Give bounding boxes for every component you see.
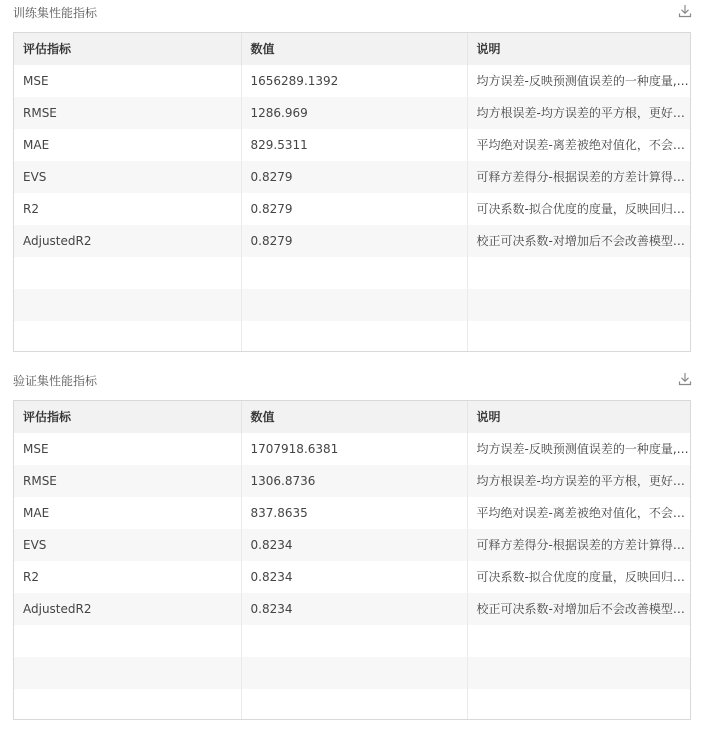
table-row[interactable] <box>14 161 690 193</box>
empty-cell <box>241 657 467 689</box>
train-metrics-title: 训练集性能指标 <box>13 6 98 20</box>
metric-value-cell: 1306.8736 <box>241 465 467 497</box>
table-row[interactable] <box>14 65 690 97</box>
metric-description-cell: 均方根误差-均方误差的平方根，更好… <box>467 465 690 497</box>
empty-table-row <box>14 289 690 321</box>
validation-metrics-section <box>0 368 703 616</box>
metric-description-cell: 均方误差-反映预测值误差的一种度量,… <box>467 65 690 97</box>
empty-cell <box>467 321 690 352</box>
table-header-row <box>14 401 690 433</box>
empty-table-row <box>14 321 690 352</box>
metric-description-cell: 可释方差得分-根据误差的方差计算得… <box>467 161 690 193</box>
metric-name-cell: AdjustedR2 <box>14 225 241 257</box>
download-icon <box>677 371 693 387</box>
train-download-button[interactable] <box>677 3 693 19</box>
metric-description-cell: 可决系数-拟合优度的度量，反映回归… <box>467 193 690 225</box>
empty-cell <box>241 321 467 352</box>
validation-metrics-table-container[interactable] <box>13 400 691 720</box>
metric-description-cell: 可决系数-拟合优度的度量，反映回归… <box>467 561 690 593</box>
column-header-metric[interactable]: 评估指标 <box>14 401 241 433</box>
empty-cell <box>14 321 241 352</box>
metric-description-cell: 可释方差得分-根据误差的方差计算得… <box>467 529 690 561</box>
column-header-value[interactable]: 数值 <box>241 33 467 65</box>
download-icon <box>677 3 693 19</box>
empty-cell <box>14 689 241 720</box>
table-row[interactable] <box>14 225 690 257</box>
empty-cell <box>241 625 467 657</box>
metric-value-cell: 0.8279 <box>241 225 467 257</box>
metric-description-cell: 平均绝对误差-离差被绝对值化，不会… <box>467 497 690 529</box>
metric-name-cell: MSE <box>14 433 241 465</box>
empty-cell <box>467 689 690 720</box>
metric-value-cell: 0.8279 <box>241 161 467 193</box>
empty-cell <box>14 657 241 689</box>
table-row[interactable] <box>14 497 690 529</box>
table-row[interactable] <box>14 529 690 561</box>
validation-metrics-table <box>14 401 690 720</box>
metric-description-cell: 均方根误差-均方误差的平方根，更好… <box>467 97 690 129</box>
train-metrics-section <box>0 0 703 248</box>
empty-cell <box>467 625 690 657</box>
metric-name-cell: EVS <box>14 529 241 561</box>
table-row[interactable] <box>14 561 690 593</box>
metric-name-cell: AdjustedR2 <box>14 593 241 625</box>
metric-name-cell: MAE <box>14 129 241 161</box>
empty-cell <box>241 257 467 289</box>
metric-value-cell: 1656289.1392 <box>241 65 467 97</box>
validation-metrics-title: 验证集性能指标 <box>13 374 98 388</box>
metric-value-cell: 0.8279 <box>241 193 467 225</box>
train-metrics-header <box>0 0 703 32</box>
validation-metrics-header <box>0 368 703 400</box>
column-header-description[interactable]: 说明 <box>467 33 690 65</box>
metric-description-cell: 校正可决系数-对增加后不会改善模型… <box>467 225 690 257</box>
metric-description-cell: 校正可决系数-对增加后不会改善模型… <box>467 593 690 625</box>
empty-table-row <box>14 657 690 689</box>
metric-value-cell: 829.5311 <box>241 129 467 161</box>
empty-cell <box>467 289 690 321</box>
train-metrics-table <box>14 33 690 352</box>
metric-value-cell: 0.8234 <box>241 561 467 593</box>
metric-name-cell: MAE <box>14 497 241 529</box>
empty-cell <box>241 289 467 321</box>
metric-name-cell: EVS <box>14 161 241 193</box>
metric-value-cell: 837.8635 <box>241 497 467 529</box>
metric-name-cell: R2 <box>14 193 241 225</box>
empty-cell <box>14 289 241 321</box>
table-header-row <box>14 33 690 65</box>
metric-name-cell: RMSE <box>14 465 241 497</box>
empty-cell <box>467 257 690 289</box>
table-row[interactable] <box>14 465 690 497</box>
table-row[interactable] <box>14 593 690 625</box>
table-row[interactable] <box>14 129 690 161</box>
metric-value-cell: 1286.969 <box>241 97 467 129</box>
empty-cell <box>14 625 241 657</box>
validation-download-button[interactable] <box>677 371 693 387</box>
metric-value-cell: 1707918.6381 <box>241 433 467 465</box>
empty-table-row <box>14 689 690 720</box>
empty-cell <box>241 689 467 720</box>
metric-name-cell: RMSE <box>14 97 241 129</box>
metric-name-cell: R2 <box>14 561 241 593</box>
table-row[interactable] <box>14 433 690 465</box>
column-header-description[interactable]: 说明 <box>467 401 690 433</box>
metric-value-cell: 0.8234 <box>241 529 467 561</box>
empty-cell <box>467 657 690 689</box>
empty-table-row <box>14 625 690 657</box>
metric-description-cell: 均方误差-反映预测值误差的一种度量,… <box>467 433 690 465</box>
column-header-value[interactable]: 数值 <box>241 401 467 433</box>
train-metrics-table-container[interactable] <box>13 32 691 352</box>
metric-description-cell: 平均绝对误差-离差被绝对值化，不会… <box>467 129 690 161</box>
column-header-metric[interactable]: 评估指标 <box>14 33 241 65</box>
table-row[interactable] <box>14 97 690 129</box>
table-row[interactable] <box>14 193 690 225</box>
metric-name-cell: MSE <box>14 65 241 97</box>
metric-value-cell: 0.8234 <box>241 593 467 625</box>
empty-table-row <box>14 257 690 289</box>
empty-cell <box>14 257 241 289</box>
